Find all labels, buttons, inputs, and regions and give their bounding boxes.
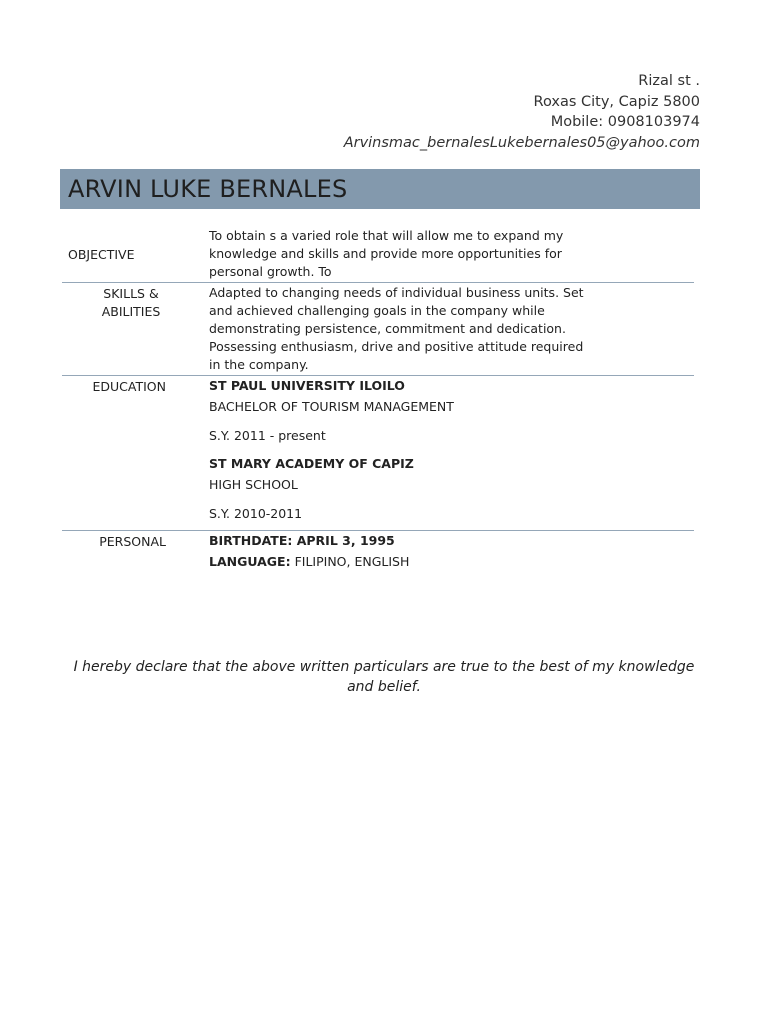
skills-label [96, 285, 166, 321]
language-row [209, 553, 609, 571]
skills-label-line: ABILITIES [101, 304, 161, 319]
school-years: S.Y. 2010-2011 [209, 506, 303, 521]
skills-line: and achieved challenging goals in the company while [209, 303, 545, 318]
address-city: Roxas City, Capiz 5800 [533, 93, 700, 110]
skills-line: in the company. [209, 357, 309, 372]
language-label: LANGUAGE: [209, 554, 291, 569]
address-street: Rizal st . [638, 73, 700, 89]
address-block [344, 71, 700, 153]
school-name: ST PAUL UNIVERSITY ILOILO [209, 378, 405, 393]
section-divider [62, 530, 694, 531]
personal-label: PERSONAL [99, 534, 166, 549]
education-label: EDUCATION [92, 379, 166, 394]
section-divider [62, 282, 694, 283]
birthdate: BIRTHDATE: APRIL 3, 1995 [209, 533, 395, 548]
objective-line: knowledge and skills and provide more opportunities for [209, 246, 562, 261]
objective-line: personal growth. To [209, 264, 332, 279]
personal-text [209, 532, 609, 571]
address-email: Arvinsmac_bernalesLukebernales05@yahoo.com [343, 134, 700, 151]
school-years: S.Y. 2011 - present [209, 428, 326, 443]
objective-label: OBJECTIVE [68, 247, 135, 262]
education-text [209, 377, 609, 523]
skills-line: demonstrating persistence, commitment and dedication. [209, 321, 566, 336]
skills-text [209, 284, 609, 374]
school-name: ST MARY ACADEMY OF CAPIZ [209, 456, 414, 471]
school-degree: BACHELOR OF TOURISM MANAGEMENT [209, 399, 454, 414]
address-mobile: Mobile: 0908103974 [550, 114, 700, 130]
name-banner [60, 169, 700, 209]
objective-text [209, 227, 609, 281]
school-degree: HIGH SCHOOL [209, 477, 298, 492]
candidate-name: ARVIN LUKE BERNALES [68, 175, 348, 203]
objective-line: To obtain s a varied role that will allow me to expand my [209, 228, 564, 243]
section-divider [62, 375, 694, 376]
skills-line: Adapted to changing needs of individual business units. Set [209, 285, 584, 300]
declaration: I hereby declare that the above written particulars are true to the best of my knowledge and belief. [73, 659, 695, 695]
language-value: FILIPINO, ENGLISH [290, 554, 410, 569]
skills-label-line: SKILLS & [103, 286, 159, 301]
skills-line: Possessing enthusiasm, drive and positive attitude required [209, 339, 584, 354]
